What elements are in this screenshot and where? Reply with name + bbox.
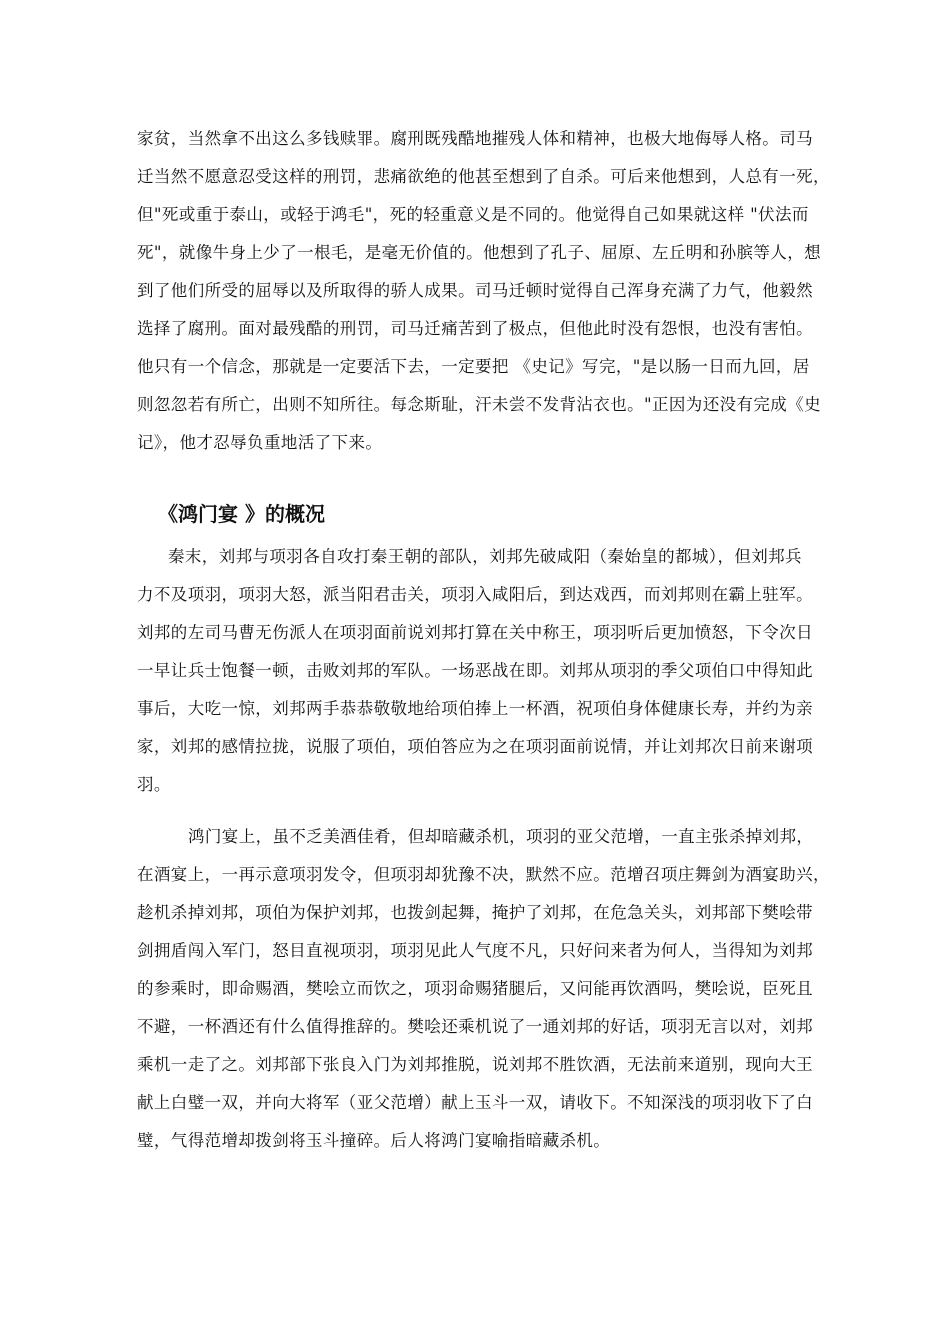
body-text-line: 的参乘时，即命赐酒，樊哙立而饮之，项羽命赐猪腿后，又问能再饮酒吗，樊哙说，臣死且	[137, 979, 813, 998]
body-text-line: 献上白璧一双，并向大将军（亚父范增）献上玉斗一双，请收下。不知深浅的项羽收下了白	[137, 1093, 813, 1112]
body-text-line: 璧，气得范增却拨剑将玉斗撞碎。后人将鸿门宴喻指暗藏杀机。	[137, 1131, 611, 1150]
body-text-line: 一早让兵士饱餐一顿，击败刘邦的军队。一场恶战在即。刘邦从项羽的季父项伯口中得知此	[137, 661, 813, 680]
body-text-line: 选择了腐刑。面对最残酷的刑罚，司马迁痛苦到了极点，但他此时没有怨恨，也没有害怕。	[137, 319, 813, 338]
body-text-line: 记》，他才忍辱负重地活了下来。	[137, 433, 383, 452]
body-text-line: 死"，就像牛身上少了一根毛，是毫无价值的。他想到了孔子、屈原、左丘明和孙膑等人，想	[137, 243, 821, 262]
section-heading: 《鸿门宴 》的概况	[158, 502, 325, 526]
body-text-line: 力不及项羽，项羽大怒，派当阳君击关，项羽入咸阳后，到达戏西，而刘邦则在霸上驻军。	[137, 585, 813, 604]
body-text-line: 在酒宴上，一再示意项羽发令，但项羽却犹豫不决，默然不应。范增召项庄舞剑为酒宴助兴，	[137, 865, 830, 884]
body-text-line: 趁机杀掉刘邦，项伯为保护刘邦，也拨剑起舞，掩护了刘邦，在危急关头，刘邦部下樊哙带	[137, 903, 813, 922]
body-text-line: 则忽忽若有所亡，出则不知所往。每念斯耻，汗未尝不发背沾衣也。"正因为还没有完成《史	[137, 395, 821, 414]
body-text-line: 家贫，当然拿不出这么多钱赎罪。腐刑既残酷地摧残人体和精神，也极大地侮辱人格。司马	[137, 129, 813, 148]
body-text-line: 事后，大吃一惊，刘邦两手恭恭敬敬地给项伯捧上一杯酒，祝项伯身体健康长寿，并约为亲	[137, 699, 813, 718]
body-text-line: 家，刘邦的感情拉拢，说服了项伯，项伯答应为之在项羽面前说情，并让刘邦次日前来谢项	[137, 737, 813, 756]
body-text-line: 不避，一杯酒还有什么值得推辞的。樊哙还乘机说了一通刘邦的好话，项羽无言以对，刘邦	[137, 1017, 813, 1036]
body-text-line: 到了他们所受的屈辱以及所取得的骄人成果。司马迁顿时觉得自己浑身充满了力气，他毅然	[137, 281, 813, 300]
body-text-line: 剑拥盾闯入军门，怒目直视项羽，项羽见此人气度不凡，只好问来者为何人，当得知为刘邦	[137, 941, 813, 960]
body-text-line: 鸿门宴上，虽不乏美酒佳肴，但却暗藏杀机，项羽的亚父范增，一直主张杀掉刘邦，	[188, 827, 814, 846]
body-text-line: 但"死或重于泰山，或轻于鸿毛"，死的轻重意义是不同的。他觉得自己如果就这样 "伏法而	[137, 205, 809, 224]
body-text-line: 刘邦的左司马曹无伤派人在项羽面前说刘邦打算在关中称王，项羽听后更加愤怒，下令次日	[137, 623, 813, 642]
body-text-line: 羽。	[137, 775, 171, 794]
body-text-line: 迁当然不愿意忍受这样的刑罚，悲痛欲绝的他甚至想到了自杀。可后来他想到，人总有一死，	[137, 167, 830, 186]
body-text-line: 他只有一个信念，那就是一定要活下去，一定要把 《史记》写完，"是以肠一日而九回，居	[137, 357, 810, 376]
body-text-line: 秦末，刘邦与项羽各自攻打秦王朝的部队，刘邦先破咸阳（秦始皇的都城），但刘邦兵	[168, 547, 802, 566]
body-text-line: 乘机一走了之。刘邦部下张良入门为刘邦推脱，说刘邦不胜饮酒，无法前来道别，现向大王	[137, 1055, 813, 1074]
